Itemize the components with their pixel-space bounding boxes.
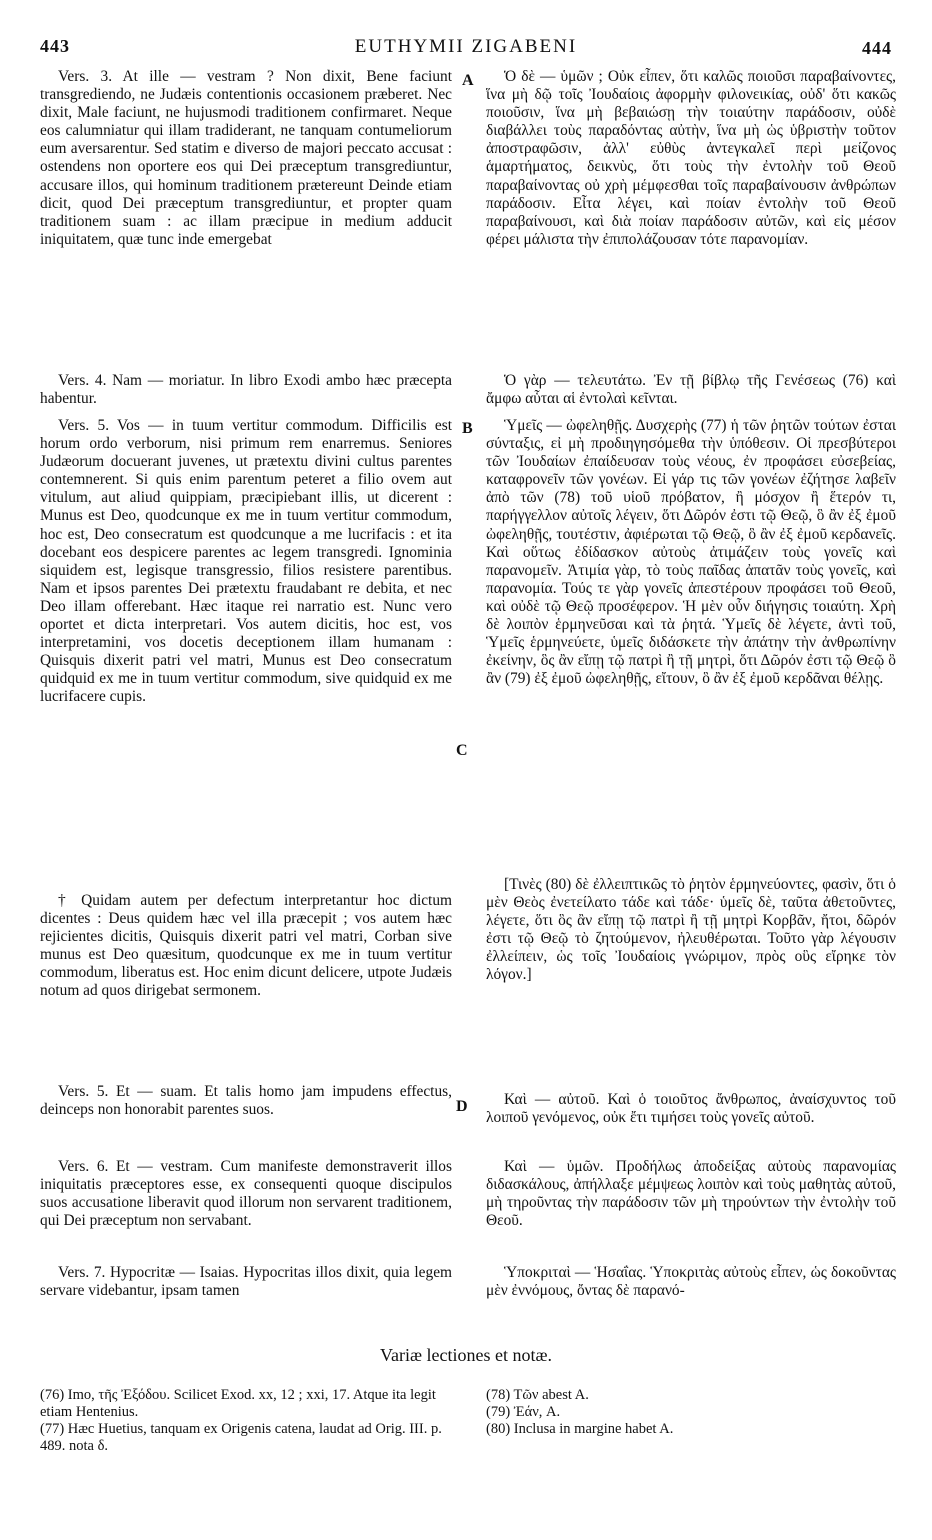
running-title: EUTHYMII ZIGABENI	[354, 36, 578, 57]
latin-paragraph-vers5	[40, 417, 452, 707]
margin-letter-b: B	[462, 420, 473, 437]
greek-text: Ὑμεῖς — ὠφεληθῇς. Δυσχερὴς (77) ἡ τῶν ῥητῶν τούτων ἐσται σύνταξις, εἰ μὴ προδιηγησόμεθα τὴν ὑπόθεσιν. Οἱ πρεσβύτεροι τῶν Ἰουδαίων ἐπαίδευσαν τοὺς νέους, ἐν προφάσει εὐσεβείας, καταφρονεῖν τῶν γονέων. Εἰ γάρ τις τῶν γονέων ἐζήτησε λαβεῖν ἀπὸ τῶν (78) τοῦ υἱοῦ πρόβατον, ἢ μόσχον ἢ ἕτερόν τι, παρήγγελλον αὐτοῖς λέγειν, ὅτι Δῶρόν ἐστι τῷ Θεῷ, ὃ ἂν ἐξ ἐμοῦ ὠφεληθῇς, τουτέστιν, ἀφιέρωται τῷ Θεῷ, ὃ ἂν ἐξ ἐμοῦ κερδανεῖς. Καὶ οὕτως ἐδίδασκον αὐτοὺς ἀτιμάζειν τοὺς γονεῖς καὶ παρανομεῖν. Ἀτιμία γὰρ, τὸ τοὺς παῖδας ἀπατᾶν τοὺς γονεῖς, καὶ παρανομία. Τούς τε γὰρ γονεῖς ἀπεστέρουν προφάσει τοῦ Θεοῦ, καὶ οὐδὲ τῷ Θεῷ προσέφερον. Ἡ μὲν οὖν διήγησις τοιαύτη. Χρὴ δὲ λοιπὸν ἑρμηνεῦσαι καὶ τὰ ῥητά. Ὑμεῖς δὲ λέγετε, ἀντὶ τοῦ, Ὑμεῖς ἑρμηνεύετε, ὑμεῖς διδάσκετε τὴν ἀπάτην τὴν ἀνθρωπίνην ἐκείνην, ὃς ἂν εἴπῃ τῷ πατρὶ ἢ τῇ μητρὶ, ὅτι Δῶρόν ἐστι τῷ Θεῷ ὃ ἂν (79) ἐξ ἐμοῦ ὠφεληθῇς, εἴτουν, ὃ ἂν ἐξ ἐμοῦ κερδᾶναι θέλῃς.	[486, 417, 896, 688]
greek-paragraph-1	[486, 68, 896, 249]
latin-text: Vers. 6. Et — vestram. Cum manifeste demonstraverit illos iniquitatis præceptores esse, ex consequenti quoque discipulos suos accusatione liberavit quod illorum non servarent traditionem, qui Dei præceptum non servabant.	[40, 1158, 452, 1230]
greek-text: Καὶ — αὐτοῦ. Καὶ ὁ τοιοῦτος ἄνθρωπος, ἀναίσχυντος τοῦ λοιποῦ γενόμενος, οὐκ ἔτι τιμήσει τοὺς γονεῖς αὐτοῦ.	[486, 1091, 896, 1127]
greek-paragraph-6	[486, 1158, 896, 1230]
footnote: (80) Inclusa in margine habet A.	[486, 1421, 674, 1437]
latin-paragraph-vers7	[40, 1264, 452, 1300]
footnote: (79) Ἐάν, A.	[486, 1404, 561, 1420]
page-number-right: 444	[862, 38, 892, 58]
latin-text: Vers. 3. At ille — vestram ? Non dixit, Bene faciunt transgrediendo, ne Judæis contentionis occasionem præberet. Nec dixit, Male faciunt, ne hujusmodi traditionem confirmaret. Neque eos calumniatur qui illam tradiderant, ne tanquam contumeliorum eum aversarentur. Sed statim e diverso de majori peccato accusat : ostendens non oportere eos qui Dei præceptum transgrediuntur, accusare illos, qui hominum traditionem prætereunt Deinde etiam dicit, quod Dei præceptum transgrediuntur, et propter quam traditionem suam : ac illam præcipue in medium adducit iniquitatem, quæ tunc inde emergebat	[40, 68, 452, 248]
latin-text: Vers. 5. Et — suam. Et talis homo jam impudens effectus, deinceps non honorabit parentes suos.	[40, 1083, 452, 1119]
variae-lectiones-heading: Variæ lectiones et notæ.	[380, 1345, 552, 1365]
margin-letter-d: D	[456, 1098, 468, 1115]
greek-paragraph-2	[486, 372, 896, 408]
greek-paragraph-3	[486, 417, 896, 688]
latin-text: Vers. 4. Nam — moriatur. In libro Exodi ambo hæc præcepta habentur.	[40, 372, 452, 408]
latin-text: Vers. 7. Hypocritæ — Isaias. Hypocritas illos dixit, quia legem servare videbantur, ipsam tamen	[40, 1264, 452, 1300]
greek-text: Ὑποκριταὶ — Ἡσαΐας. Ὑποκριτὰς αὐτοὺς εἶπεν, ὡς δοκοῦντας μὲν ἐννόμους, ὄντας δὲ παρανό-	[486, 1264, 896, 1300]
greek-paragraph-4	[486, 876, 896, 985]
greek-text: Ὁ γὰρ — τελευτάτω. Ἐν τῇ βίβλῳ τῆς Γενέσεως (76) καὶ ἄμφω αὗται αἱ ἐντολαὶ κεῖνται.	[486, 372, 896, 408]
margin-letter-c: C	[456, 742, 468, 759]
latin-paragraph-vers5b	[40, 1083, 452, 1119]
margin-letter-a: A	[462, 72, 474, 89]
greek-text: [Τινὲς (80) δὲ ἐλλειπτικῶς τὸ ῥητὸν ἑρμηνεύοντες, φασὶν, ὅτι ὁ μὲν Θεὸς ἐνετείλατο τάδε καὶ τάδε· ὑμεῖς δὲ, ταῦτα ἀθετοῦντες, λέγετε, ὅτι ὃς ἂν εἴπῃ τῷ πατρὶ ἢ τῇ μητρὶ Κορβᾶν, ἤτοι, δῶρόν ἐστι τῷ Θεῷ τὸ ζητούμενον, ἠλευθέρωται. Τοῦτο γὰρ λέγουσιν ἐλλείπειν, ὡς τοῖς Ἰουδαίοις γνώριμον, πρὸς οὓς εἴρηκε τὸν λόγον.]	[486, 876, 896, 984]
running-header	[40, 30, 892, 62]
latin-paragraph-vers6	[40, 1158, 452, 1230]
greek-text: Ὁ δὲ — ὑμῶν ; Οὐκ εἶπεν, ὅτι καλῶς ποιοῦσι παραβαίνοντες, ἵνα μὴ δῷ τοῖς Ἰουδαίοις ἀφορμὴν φιλονεικίας, οὐδ' ὅτι κακῶς ποιοῦσιν, ἵνα μὴ βεβαιώσῃ τὴν τοιαύτην παράδοσιν, οὐδὲ διαβάλλει τοὺς παραδόντας αὐτὴν, ἵνα μὴ ὡς ὑβριστὴν τοῦτον ἀποστραφῶσιν, ἀλλ' εὐθὺς ἀντεγκαλεῖ περὶ μείζονος ἁμαρτήματος, δεικνὺς, ὅτι τοὺς τὴν ἐντολὴν τοῦ Θεοῦ παραβαίνοντας οὐ χρὴ μέμφεσθαι τοῖς παραβαίνουσιν ἀνθρώπων παράδοσιν. Εἶτα λέγει, καὶ ποίαν ἐντολὴν τοῦ Θεοῦ παραβαίνουσι, καὶ διὰ ποίαν παράδοσιν αὐτῶν, καὶ εἰς μέσον φέρει μάλιστα τὴν ἐπιπολάζουσαν τότε παρανομίαν.	[486, 68, 896, 248]
footnote: (77) Hæc Huetius, tanquam ex Origenis catena, laudat ad Orig. III. p. 489. nota δ.	[40, 1421, 442, 1454]
latin-paragraph-vers3	[40, 68, 452, 249]
greek-paragraph-7	[486, 1264, 896, 1300]
notes-right	[486, 1387, 886, 1438]
latin-paragraph-vers4	[40, 372, 452, 408]
footnote: (76) Imo, τῆς Ἐξόδου. Scilicet Exod. xx, 12 ; xxi, 17. Atque ita legit etiam Hentenius.	[40, 1387, 436, 1420]
latin-text: Vers. 5. Vos — in tuum vertitur commodum. Difficilis est horum ordo verborum, nisi primum rem enarremus. Seniores Judæorum docuerant juvenes, ut prætextu divini cultus parentes contemnerent. Si quis enim parentum peteret a filio ovem aut vitulum, aut aliud quippiam, præcipiebant illis, ut dicerent : Munus est Deo, quodcunque ex me in tuum vertitur commodum, hoc est, Deo consecratum est quodcunque a me lucrifacis : et ita docebant eos despicere parentes ac legem transgredi. Ignominia siquidem est, legisque transgressio, filios resistere parentibus. Nam et ipsos parentes Dei prætextu fraudabant re debita, et nec Deo illam offerebant. Hæc itaque rei narratio est. Nunc vero oportet et dicta interpretari. Vos autem dicitis, hoc est, vos interpretamini, vos docetis deceptionem illam humanam : Quisquis dixerit patri vel matri, Munus est Deo consecratum quidquid ex me in tuum vertitur commodum, sive quidquid ex me lucrifacere cupis.	[40, 417, 452, 706]
latin-paragraph-quidam	[40, 892, 452, 1001]
notes-left	[40, 1387, 450, 1455]
greek-text: Καὶ — ὑμῶν. Προδήλως ἀποδείξας αὐτοὺς παρανομίας διδασκάλους, ἀπήλλαξε μέμψεως λοιπὸν καὶ τοὺς μαθητὰς αὐτοῦ, μὴ τηροῦντας τὴν παράδοσιν τῶν μὴ τηρούντων τὴν ἐντολὴν τοῦ Θεοῦ.	[486, 1158, 896, 1230]
page-number-left: 443	[40, 36, 70, 56]
footnote: (78) Τῶν abest A.	[486, 1387, 589, 1403]
greek-paragraph-5	[486, 1091, 896, 1127]
latin-text: † Quidam autem per defectum interpretantur hoc dictum dicentes : Deus quidem hæc vel illa præcepit ; vos autem hæc rejicientes dicitis, Quisquis dixerit patri vel matri, Corban sive munus est Deo quæsitum, quodcunque ex me in tuum vertitur commodum, liberatus est. Hoc enim dicunt delicere, utpote Judæis notum ad quos dirigebat sermonem.	[40, 892, 452, 1000]
